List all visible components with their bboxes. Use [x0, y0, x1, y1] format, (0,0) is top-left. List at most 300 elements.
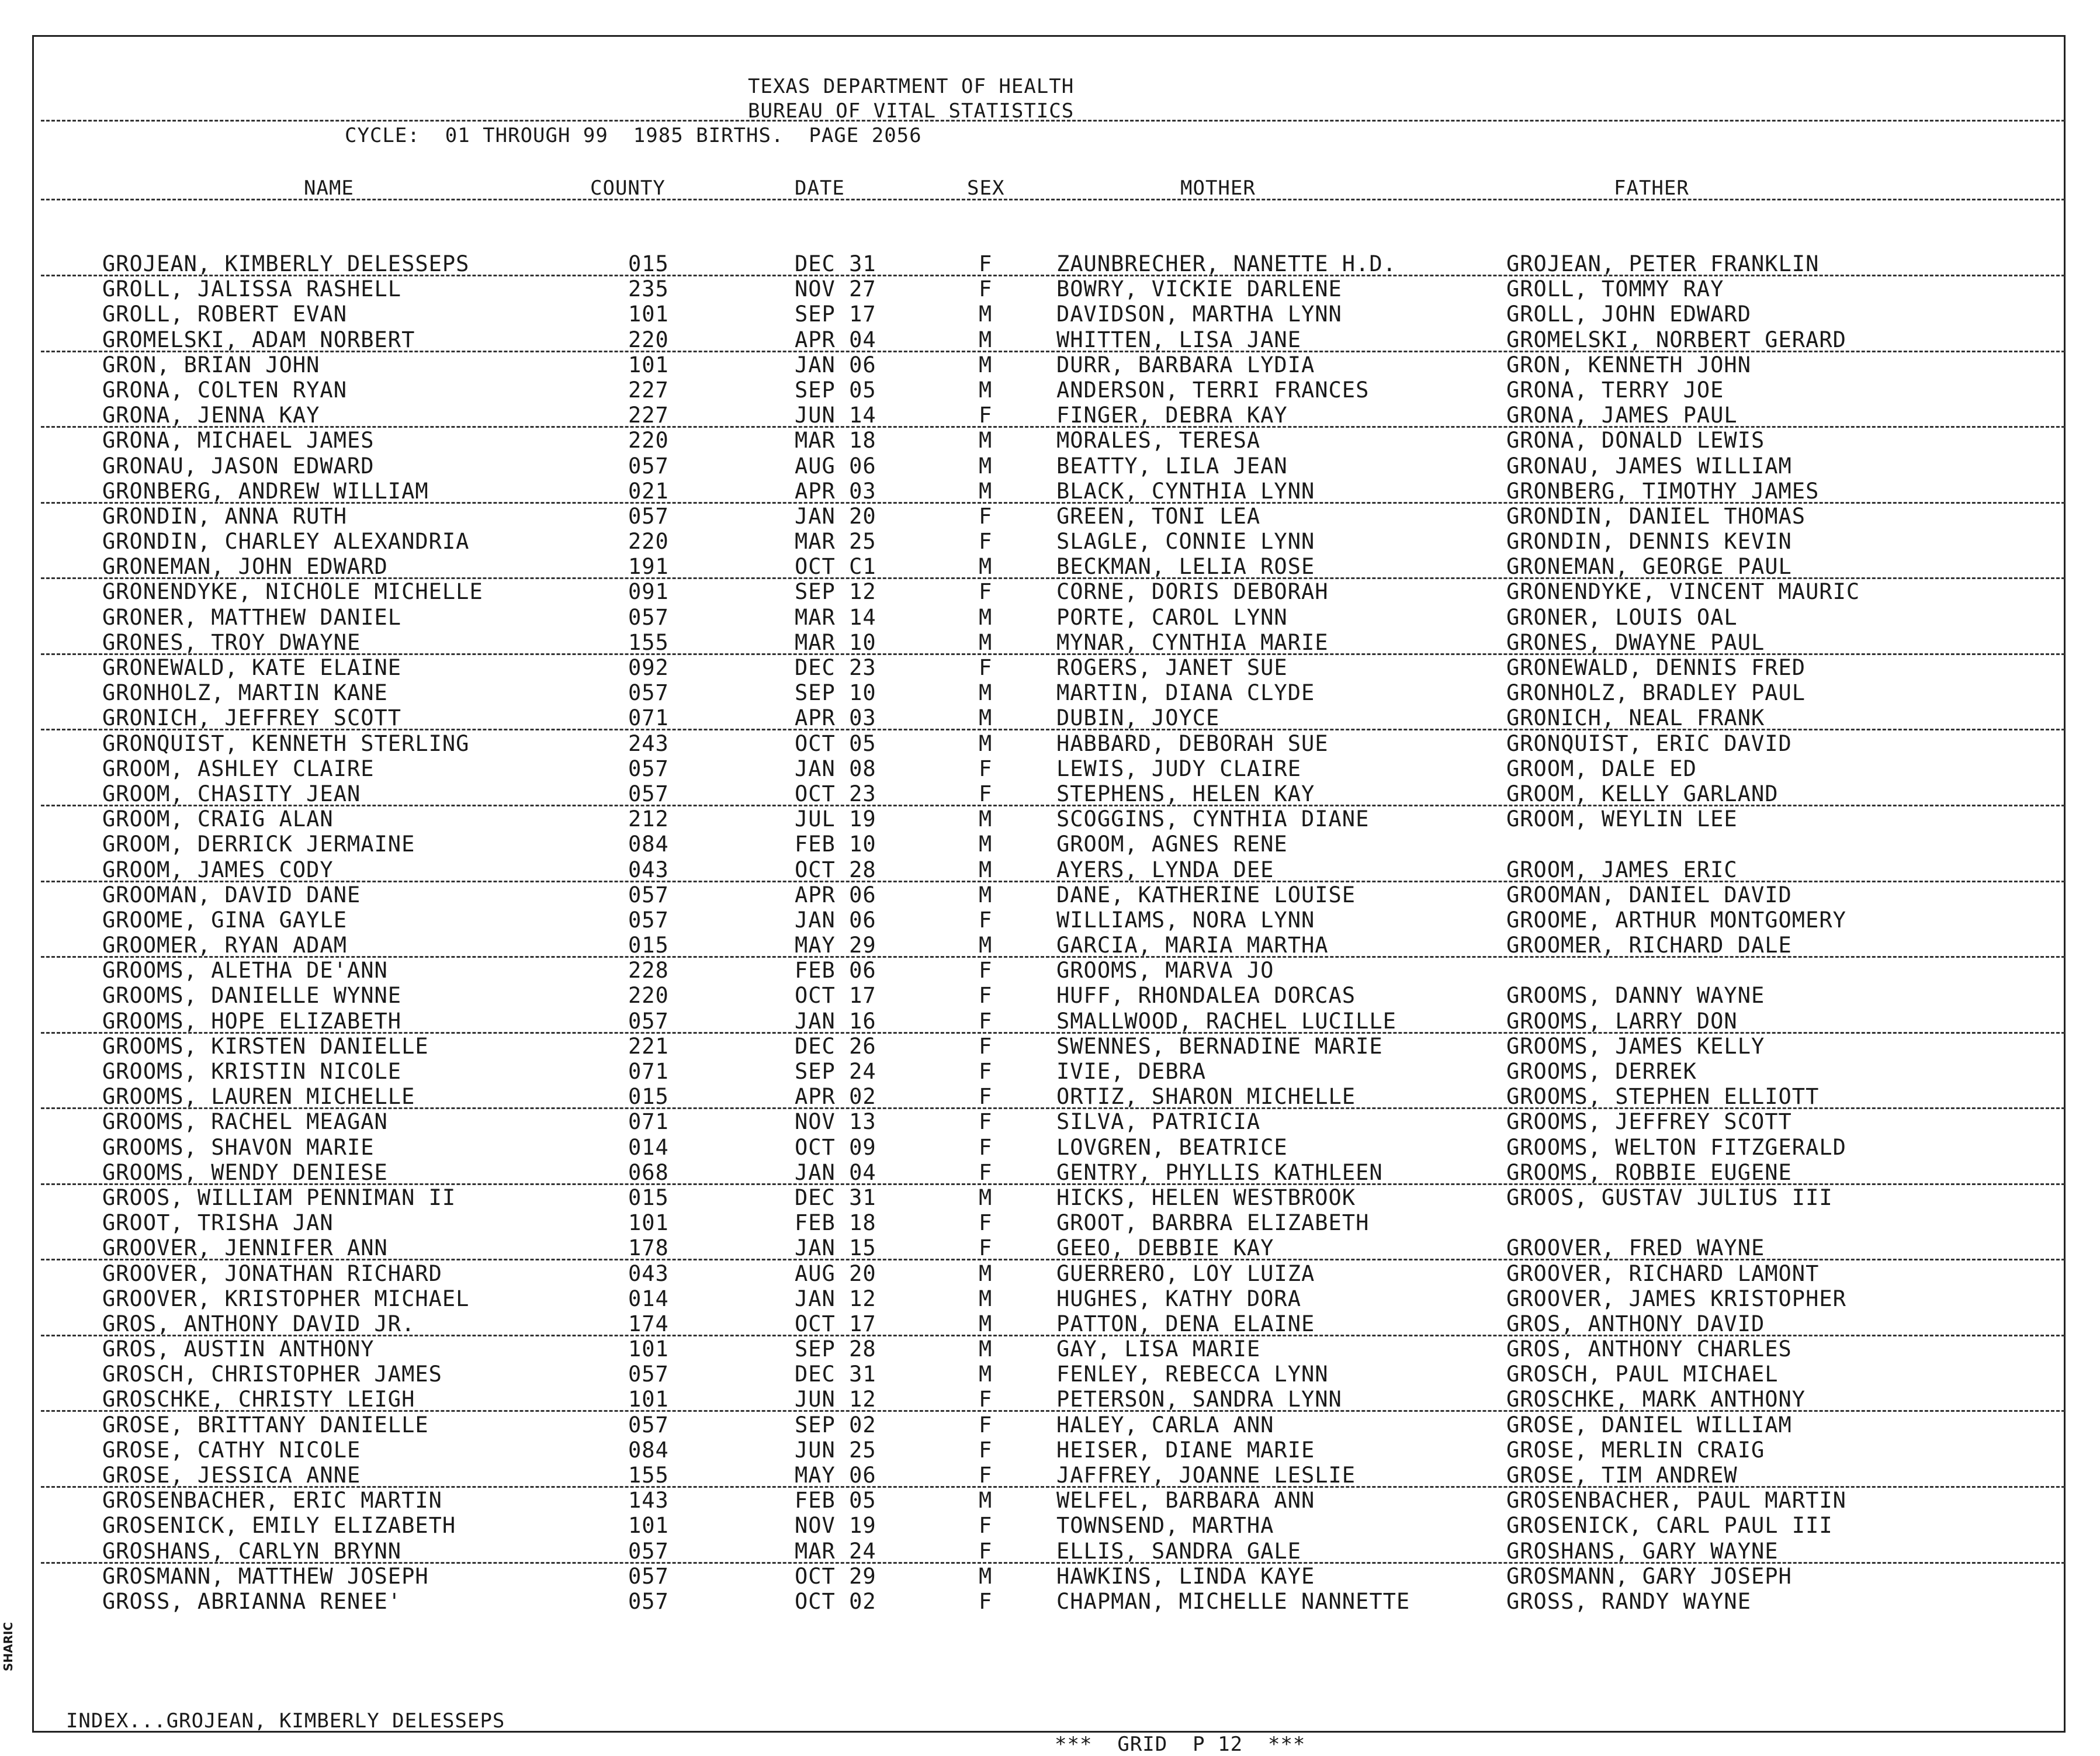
cell-date: SEP 02 [795, 1412, 876, 1438]
table-row [0, 403, 2100, 428]
cell-county: 057 [628, 1563, 669, 1589]
cell-sex: F [979, 907, 993, 933]
cell-date: OCT 09 [795, 1134, 876, 1160]
cell-date: DEC 31 [795, 251, 876, 276]
column-header-sex: SEX [967, 176, 1005, 200]
cell-county: 228 [628, 958, 669, 983]
table-row [0, 579, 2100, 604]
cell-date: SEP 28 [795, 1336, 876, 1362]
table-row [0, 276, 2100, 302]
cell-county: 101 [628, 1210, 669, 1236]
cell-county: 057 [628, 1362, 669, 1387]
cell-date: DEC 31 [795, 1362, 876, 1387]
cell-father: GROSCH, PAUL MICHAEL [1506, 1362, 1779, 1387]
cell-name: GROOMS, RACHEL MEAGAN [102, 1109, 388, 1135]
cell-name: GROOVER, KRISTOPHER MICHAEL [102, 1286, 470, 1311]
cell-sex: F [979, 1538, 993, 1564]
cell-father: GROLL, JOHN EDWARD [1506, 302, 1751, 327]
cell-date: MAR 14 [795, 604, 876, 630]
cell-father: GRONICH, NEAL FRANK [1506, 705, 1765, 731]
cell-name: GRONEWALD, KATE ELAINE [102, 655, 402, 680]
cell-date: OCT 17 [795, 983, 876, 1009]
cell-mother: DANE, KATHERINE LOUISE [1056, 882, 1356, 908]
table-row [0, 352, 2100, 377]
cell-date: OCT 29 [795, 1563, 876, 1589]
cell-sex: M [979, 327, 993, 352]
cell-name: GROOMS, ALETHA DE'ANN [102, 958, 388, 983]
cell-name: GRON, BRIAN JOHN [102, 352, 320, 377]
table-row [0, 1539, 2100, 1564]
cell-date: NOV 27 [795, 276, 876, 302]
cell-sex: M [979, 554, 993, 580]
cell-county: 178 [628, 1235, 669, 1261]
side-label: SHARIC [1, 1622, 15, 1671]
cell-mother: GENTRY, PHYLLIS KATHLEEN [1056, 1159, 1383, 1185]
cell-sex: M [979, 478, 993, 504]
cell-date: JAN 20 [795, 503, 876, 529]
cell-sex: M [979, 1336, 993, 1362]
cell-mother: GROOM, AGNES RENE [1056, 832, 1288, 857]
cell-name: GROOM, DERRICK JERMAINE [102, 832, 415, 857]
cell-mother: SMALLWOOD, RACHEL LUCILLE [1056, 1008, 1396, 1034]
cell-father: GROMELSKI, NORBERT GERARD [1506, 327, 1846, 352]
cell-county: 057 [628, 680, 669, 706]
cell-date: NOV 13 [795, 1109, 876, 1135]
cell-mother: SWENNES, BERNADINE MARIE [1056, 1033, 1383, 1059]
cell-sex: F [979, 1588, 993, 1614]
table-row [0, 554, 2100, 579]
cell-name: GROSENICK, EMILY ELIZABETH [102, 1513, 456, 1539]
cell-sex: M [979, 1488, 993, 1513]
cell-father: GROOMS, DERREK [1506, 1059, 1697, 1084]
cell-father: GROOVER, RICHARD LAMONT [1506, 1260, 1820, 1286]
cell-date: FEB 18 [795, 1210, 876, 1236]
cell-date: DEC 31 [795, 1184, 876, 1210]
table-row [0, 1336, 2100, 1362]
cell-county: 014 [628, 1286, 669, 1311]
cell-sex: F [979, 1387, 993, 1412]
cell-date: OCT 28 [795, 857, 876, 882]
cell-father: GROSENBACHER, PAUL MARTIN [1506, 1488, 1846, 1513]
cell-date: DEC 26 [795, 1033, 876, 1059]
cell-date: APR 03 [795, 478, 876, 504]
cell-mother: ORTIZ, SHARON MICHELLE [1056, 1084, 1356, 1110]
cell-father: GROSE, MERLIN CRAIG [1506, 1437, 1765, 1463]
cell-county: 015 [628, 1084, 669, 1110]
cell-county: 101 [628, 1513, 669, 1539]
cell-mother: GARCIA, MARIA MARTHA [1056, 933, 1329, 958]
cell-date: JUN 12 [795, 1387, 876, 1412]
cell-sex: M [979, 806, 993, 832]
cell-mother: WILLIAMS, NORA LYNN [1056, 907, 1315, 933]
cell-name: GRONES, TROY DWAYNE [102, 629, 361, 655]
cell-county: 015 [628, 251, 669, 276]
cell-father: GRONENDYKE, VINCENT MAURIC [1506, 579, 1860, 605]
table-row [0, 1564, 2100, 1589]
cell-mother: MYNAR, CYNTHIA MARIE [1056, 629, 1329, 655]
cell-mother: JAFFREY, JOANNE LESLIE [1056, 1463, 1356, 1488]
cell-mother: WHITTEN, LISA JANE [1056, 327, 1301, 352]
cell-date: AUG 20 [795, 1260, 876, 1286]
cell-county: 068 [628, 1159, 669, 1185]
cell-date: NOV 19 [795, 1513, 876, 1539]
table-row [0, 832, 2100, 857]
table-row [0, 1210, 2100, 1235]
cell-date: FEB 06 [795, 958, 876, 983]
cell-date: OCT 23 [795, 781, 876, 806]
cell-name: GROMELSKI, ADAM NORBERT [102, 327, 415, 352]
cell-father: GROSE, TIM ANDREW [1506, 1463, 1738, 1488]
cell-date: SEP 10 [795, 680, 876, 706]
cell-father: GROSE, DANIEL WILLIAM [1506, 1412, 1792, 1438]
cell-name: GROOMS, KRISTIN NICOLE [102, 1059, 402, 1084]
cell-mother: DAVIDSON, MARTHA LYNN [1056, 302, 1342, 327]
cell-mother: IVIE, DEBRA [1056, 1059, 1207, 1084]
cell-county: 235 [628, 276, 669, 302]
table-row [0, 1438, 2100, 1463]
cell-county: 014 [628, 1134, 669, 1160]
cell-sex: F [979, 1109, 993, 1135]
cell-father: GRONA, DONALD LEWIS [1506, 428, 1765, 453]
cell-sex: F [979, 756, 993, 781]
cell-mother: MARTIN, DIANA CLYDE [1056, 680, 1315, 706]
column-header-name: NAME [304, 176, 354, 200]
footer-index: INDEX...GROJEAN, KIMBERLY DELESSEPS [65, 1709, 505, 1733]
cell-name: GRONER, MATTHEW DANIEL [102, 604, 402, 630]
cell-county: 057 [628, 882, 669, 908]
cell-date: MAY 29 [795, 933, 876, 958]
cell-date: AUG 06 [795, 453, 876, 479]
cell-mother: GAY, LISA MARIE [1056, 1336, 1261, 1362]
cell-sex: M [979, 1362, 993, 1387]
cell-county: 243 [628, 730, 669, 756]
cell-county: 071 [628, 705, 669, 731]
cell-name: GROSCH, CHRISTOPHER JAMES [102, 1362, 442, 1387]
cell-mother: LEWIS, JUDY CLAIRE [1056, 756, 1301, 781]
cell-county: 043 [628, 1260, 669, 1286]
table-row [0, 479, 2100, 504]
cell-name: GROS, AUSTIN ANTHONY [102, 1336, 375, 1362]
cell-date: SEP 24 [795, 1059, 876, 1084]
cell-name: GRONICH, JEFFREY SCOTT [102, 705, 402, 731]
cell-father: GROSMANN, GARY JOSEPH [1506, 1563, 1792, 1589]
cell-mother: GREEN, TONI LEA [1056, 503, 1261, 529]
cell-father: GROSENICK, CARL PAUL III [1506, 1513, 1833, 1539]
cell-county: 227 [628, 377, 669, 403]
cell-name: GROOM, ASHLEY CLAIRE [102, 756, 375, 781]
cell-date: MAR 10 [795, 629, 876, 655]
cell-sex: F [979, 1033, 993, 1059]
cell-mother: STEPHENS, HELEN KAY [1056, 781, 1315, 806]
table-row [0, 958, 2100, 983]
cell-county: 057 [628, 907, 669, 933]
table-row [0, 1185, 2100, 1210]
cell-name: GROSS, ABRIANNA RENEE' [102, 1588, 402, 1614]
cell-mother: ELLIS, SANDRA GALE [1056, 1538, 1301, 1564]
cell-mother: FENLEY, REBECCA LYNN [1056, 1362, 1329, 1387]
cell-county: 057 [628, 1412, 669, 1438]
cell-father: GRONHOLZ, BRADLEY PAUL [1506, 680, 1806, 706]
cell-sex: M [979, 832, 993, 857]
cell-name: GROOMS, KIRSTEN DANIELLE [102, 1033, 429, 1059]
cell-mother: ZAUNBRECHER, NANETTE H.D. [1056, 251, 1396, 276]
table-row [0, 781, 2100, 806]
cell-name: GROSCHKE, CHRISTY LEIGH [102, 1387, 415, 1412]
cell-father: GROSS, RANDY WAYNE [1506, 1588, 1751, 1614]
table-row [0, 731, 2100, 756]
cell-sex: F [979, 1463, 993, 1488]
table-row [0, 1488, 2100, 1513]
table-row [0, 1362, 2100, 1387]
cell-sex: F [979, 529, 993, 555]
cell-sex: F [979, 1084, 993, 1110]
cell-date: MAY 06 [795, 1463, 876, 1488]
cell-sex: F [979, 579, 993, 605]
cell-father: GRONEMAN, GEORGE PAUL [1506, 554, 1792, 580]
cell-date: JUN 25 [795, 1437, 876, 1463]
cell-name: GROLL, JALISSA RASHELL [102, 276, 402, 302]
cell-name: GRONA, JENNA KAY [102, 403, 320, 428]
cell-father: GROOMAN, DANIEL DAVID [1506, 882, 1792, 908]
cell-sex: F [979, 251, 993, 276]
table-row [0, 655, 2100, 680]
cell-father: GRONDIN, DENNIS KEVIN [1506, 529, 1792, 555]
table-row [0, 1160, 2100, 1185]
cell-county: 043 [628, 857, 669, 882]
cell-name: GRONBERG, ANDREW WILLIAM [102, 478, 429, 504]
cell-name: GROSE, CATHY NICOLE [102, 1437, 361, 1463]
cell-name: GROOMS, DANIELLE WYNNE [102, 983, 402, 1009]
cell-county: 057 [628, 781, 669, 806]
cell-name: GRONA, MICHAEL JAMES [102, 428, 375, 453]
table-row [0, 1034, 2100, 1059]
cell-county: 101 [628, 1336, 669, 1362]
cell-county: 071 [628, 1109, 669, 1135]
cell-county: 084 [628, 1437, 669, 1463]
table-row [0, 605, 2100, 630]
cell-date: OCT 17 [795, 1311, 876, 1336]
cell-father: GROOMS, DANNY WAYNE [1506, 983, 1765, 1009]
cell-county: 057 [628, 1588, 669, 1614]
cell-date: JAN 08 [795, 756, 876, 781]
cell-mother: HALEY, CARLA ANN [1056, 1412, 1274, 1438]
table-row [0, 504, 2100, 529]
cell-date: JUN 14 [795, 403, 876, 428]
cell-mother: HEISER, DIANE MARIE [1056, 1437, 1315, 1463]
cell-name: GROJEAN, KIMBERLY DELESSEPS [102, 251, 470, 276]
cell-date: OCT 02 [795, 1588, 876, 1614]
cell-name: GROOMAN, DAVID DANE [102, 882, 361, 908]
cell-name: GROOVER, JONATHAN RICHARD [102, 1260, 442, 1286]
cell-name: GRONENDYKE, NICHOLE MICHELLE [102, 579, 483, 605]
table-row [0, 327, 2100, 352]
cell-county: 057 [628, 1008, 669, 1034]
cell-name: GROSE, BRITTANY DANIELLE [102, 1412, 429, 1438]
cell-sex: M [979, 302, 993, 327]
cell-name: GROOT, TRISHA JAN [102, 1210, 334, 1236]
cell-county: 057 [628, 453, 669, 479]
cell-father: GROOVER, FRED WAYNE [1506, 1235, 1765, 1261]
cell-name: GROOMER, RYAN ADAM [102, 933, 347, 958]
table-row [0, 251, 2100, 276]
table-row [0, 428, 2100, 453]
table-row [0, 453, 2100, 479]
table-row [0, 756, 2100, 781]
table-row [0, 857, 2100, 882]
cell-sex: F [979, 1235, 993, 1261]
cell-father: GRONA, TERRY JOE [1506, 377, 1724, 403]
cell-father: GROS, ANTHONY DAVID [1506, 1311, 1765, 1336]
cell-county: 057 [628, 503, 669, 529]
cell-name: GROOM, CHASITY JEAN [102, 781, 361, 806]
table-row [0, 933, 2100, 958]
cell-county: 084 [628, 832, 669, 857]
cell-county: 191 [628, 554, 669, 580]
cell-county: 021 [628, 478, 669, 504]
column-header-date: DATE [795, 176, 845, 200]
cell-sex: M [979, 629, 993, 655]
column-header-county: COUNTY [590, 176, 666, 200]
cell-mother: BLACK, CYNTHIA LYNN [1056, 478, 1315, 504]
table-row [0, 680, 2100, 705]
cell-county: 057 [628, 1538, 669, 1564]
cell-father: GRONEWALD, DENNIS FRED [1506, 655, 1806, 680]
cell-mother: ROGERS, JANET SUE [1056, 655, 1288, 680]
cell-sex: F [979, 958, 993, 983]
table-row [0, 1261, 2100, 1286]
cell-father: GROJEAN, PETER FRANKLIN [1506, 251, 1820, 276]
cell-sex: F [979, 655, 993, 680]
cell-sex: F [979, 276, 993, 302]
cell-father: GROLL, TOMMY RAY [1506, 276, 1724, 302]
cell-father: GROOMS, WELTON FITZGERALD [1506, 1134, 1846, 1160]
cell-county: 220 [628, 428, 669, 453]
table-row [0, 983, 2100, 1008]
cell-sex: F [979, 1513, 993, 1539]
cell-date: APR 03 [795, 705, 876, 731]
cell-name: GROS, ANTHONY DAVID JR. [102, 1311, 415, 1336]
cell-date: JAN 06 [795, 907, 876, 933]
cell-name: GROOS, WILLIAM PENNIMAN II [102, 1184, 456, 1210]
cell-sex: F [979, 1210, 993, 1236]
cell-mother: MORALES, TERESA [1056, 428, 1261, 453]
cell-father: GROOM, KELLY GARLAND [1506, 781, 1779, 806]
cell-father: GRONQUIST, ERIC DAVID [1506, 730, 1792, 756]
footer-grid: *** GRID P 12 *** [1055, 1733, 1306, 1756]
cell-father: GROSCHKE, MARK ANTHONY [1506, 1387, 1806, 1412]
cell-name: GRONDIN, CHARLEY ALEXANDRIA [102, 529, 470, 555]
cell-date: FEB 05 [795, 1488, 876, 1513]
cell-name: GROOMS, LAUREN MICHELLE [102, 1084, 415, 1110]
cell-county: 220 [628, 983, 669, 1009]
cell-sex: F [979, 1159, 993, 1185]
cell-date: SEP 17 [795, 302, 876, 327]
cell-county: 174 [628, 1311, 669, 1336]
table-row [0, 302, 2100, 327]
cell-county: 155 [628, 1463, 669, 1488]
cell-county: 071 [628, 1059, 669, 1084]
cell-county: 057 [628, 604, 669, 630]
cell-father: GROOME, ARTHUR MONTGOMERY [1506, 907, 1846, 933]
cell-father: GROOM, JAMES ERIC [1506, 857, 1738, 882]
cell-date: APR 06 [795, 882, 876, 908]
cell-mother: BOWRY, VICKIE DARLENE [1056, 276, 1342, 302]
cell-mother: DUBIN, JOYCE [1056, 705, 1220, 731]
cell-date: APR 04 [795, 327, 876, 352]
cell-county: 091 [628, 579, 669, 605]
cell-father: GROOMS, JEFFREY SCOTT [1506, 1109, 1792, 1135]
cell-sex: M [979, 857, 993, 882]
cell-sex: M [979, 680, 993, 706]
cell-date: MAR 25 [795, 529, 876, 555]
cell-county: 227 [628, 403, 669, 428]
cell-date: MAR 24 [795, 1538, 876, 1564]
cell-mother: HUFF, RHONDALEA DORCAS [1056, 983, 1356, 1009]
column-header-mother: MOTHER [1180, 176, 1256, 200]
cell-father: GRONES, DWAYNE PAUL [1506, 629, 1765, 655]
cell-name: GRONHOLZ, MARTIN KANE [102, 680, 388, 706]
cell-mother: TOWNSEND, MARTHA [1056, 1513, 1274, 1539]
cell-mother: LOVGREN, BEATRICE [1056, 1134, 1288, 1160]
cell-mother: SLAGLE, CONNIE LYNN [1056, 529, 1315, 555]
cell-county: 221 [628, 1033, 669, 1059]
cell-father: GROOM, WEYLIN LEE [1506, 806, 1738, 832]
table-row [0, 882, 2100, 908]
cell-sex: M [979, 1260, 993, 1286]
table-row [0, 908, 2100, 933]
cell-county: 101 [628, 1387, 669, 1412]
cell-mother: SILVA, PATRICIA [1056, 1109, 1261, 1135]
cell-father: GRONA, JAMES PAUL [1506, 403, 1738, 428]
cell-date: JAN 16 [795, 1008, 876, 1034]
table-row [0, 1009, 2100, 1034]
cell-date: APR 02 [795, 1084, 876, 1110]
table-row [0, 1387, 2100, 1412]
cell-name: GROSE, JESSICA ANNE [102, 1463, 361, 1488]
cell-date: JAN 06 [795, 352, 876, 377]
table-row [0, 377, 2100, 403]
cell-date: OCT 05 [795, 730, 876, 756]
cell-county: 101 [628, 302, 669, 327]
cell-father: GROOMS, STEPHEN ELLIOTT [1506, 1084, 1820, 1110]
cell-name: GROOMS, SHAVON MARIE [102, 1134, 375, 1160]
table-row [0, 1463, 2100, 1488]
cell-sex: M [979, 428, 993, 453]
cell-date: JAN 12 [795, 1286, 876, 1311]
table-row [0, 529, 2100, 554]
cell-sex: M [979, 604, 993, 630]
cell-county: 155 [628, 629, 669, 655]
cell-mother: GROOMS, MARVA JO [1056, 958, 1274, 983]
cell-mother: SCOGGINS, CYNTHIA DIANE [1056, 806, 1370, 832]
header-rule [41, 120, 2065, 122]
cell-father: GRONDIN, DANIEL THOMAS [1506, 503, 1806, 529]
table-row [0, 806, 2100, 832]
cell-county: 092 [628, 655, 669, 680]
table-row [0, 1589, 2100, 1614]
cell-county: 212 [628, 806, 669, 832]
cell-name: GRONAU, JASON EDWARD [102, 453, 375, 479]
cell-father: GROS, ANTHONY CHARLES [1506, 1336, 1792, 1362]
cell-name: GROLL, ROBERT EVAN [102, 302, 347, 327]
cell-date: FEB 10 [795, 832, 876, 857]
cell-date: SEP 05 [795, 377, 876, 403]
cell-mother: BECKMAN, LELIA ROSE [1056, 554, 1315, 580]
cell-mother: FINGER, DEBRA KAY [1056, 403, 1288, 428]
cell-name: GRONQUIST, KENNETH STERLING [102, 730, 470, 756]
cell-date: SEP 12 [795, 579, 876, 605]
cell-mother: GUERRERO, LOY LUIZA [1056, 1260, 1315, 1286]
